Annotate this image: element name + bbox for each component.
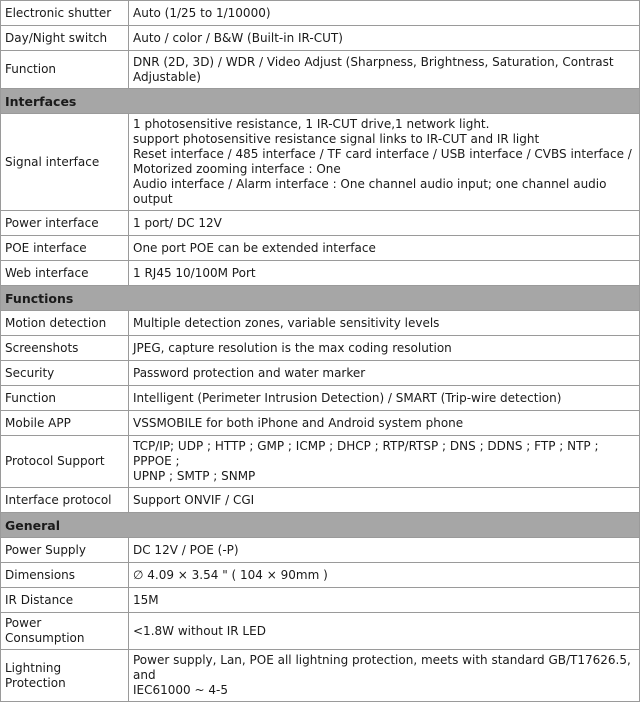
spec-value: Support ONVIF / CGI [129,488,640,513]
spec-label: Screenshots [1,336,129,361]
spec-label: Dimensions [1,563,129,588]
spec-label: Signal interface [1,114,129,211]
spec-value: DNR (2D, 3D) / WDR / Video Adjust (Sharpness, Brightness, Saturation, Contrast Adjustable) [129,51,640,89]
section-header-row [1,89,640,114]
spec-value: Multiple detection zones, variable sensitivity levels [129,311,640,336]
spec-value: 15M [129,588,640,613]
spec-row [1,538,640,563]
spec-row [1,613,640,650]
spec-row [1,563,640,588]
spec-row [1,26,640,51]
spec-value: ∅ 4.09 × 3.54 " ( 104 × 90mm ) [129,563,640,588]
spec-label: Power interface [1,211,129,236]
spec-row [1,411,640,436]
spec-value: DC 12V / POE (-P) [129,538,640,563]
spec-row [1,51,640,89]
spec-row [1,236,640,261]
spec-label: Function [1,386,129,411]
section-title: Functions [1,286,640,311]
spec-label: Power Consumption [1,613,129,650]
spec-label: Power Supply [1,538,129,563]
spec-value: Power supply, Lan, POE all lightning protection, meets with standard GB/T17626.5, and IEC61000 ~ 4-5 [129,650,640,702]
spec-label: Protocol Support [1,436,129,488]
spec-row [1,311,640,336]
spec-label: POE interface [1,236,129,261]
spec-value: Auto (1/25 to 1/10000) [129,1,640,26]
spec-value: 1 photosensitive resistance, 1 IR-CUT drive,1 network light. support photosensitive resistance signal links to IR-CUT and IR light Reset interface / 485 interface / TF card interface / USB interface / CVBS interface / Motorized zooming interface : One Audio interface / Alarm interface : One channel audio input; one channel audio output [129,114,640,211]
spec-label: Day/Night switch [1,26,129,51]
spec-label: Mobile APP [1,411,129,436]
spec-value: Password protection and water marker [129,361,640,386]
spec-label: Interface protocol [1,488,129,513]
spec-value: 1 port/ DC 12V [129,211,640,236]
section-title: General [1,513,640,538]
spec-value: Intelligent (Perimeter Intrusion Detection) / SMART (Trip-wire detection) [129,386,640,411]
spec-row [1,650,640,702]
spec-label: Web interface [1,261,129,286]
spec-label: Motion detection [1,311,129,336]
spec-row [1,386,640,411]
spec-label: Function [1,51,129,89]
spec-value: Auto / color / B&W (Built-in IR-CUT) [129,26,640,51]
spec-label: Electronic shutter [1,1,129,26]
spec-row [1,361,640,386]
spec-row [1,1,640,26]
spec-value: 1 RJ45 10/100M Port [129,261,640,286]
section-header-row [1,513,640,538]
spec-value: TCP/IP; UDP ; HTTP ; GMP ; ICMP ; DHCP ; RTP/RTSP ; DNS ; DDNS ; FTP ; NTP ; PPPOE ; UPNP ; SMTP ; SNMP [129,436,640,488]
section-header-row [1,286,640,311]
spec-row [1,211,640,236]
spec-row [1,336,640,361]
spec-value: <1.8W without IR LED [129,613,640,650]
spec-table-body [1,1,640,702]
spec-label: Lightning Protection [1,650,129,702]
spec-row [1,436,640,488]
spec-label: Security [1,361,129,386]
spec-label: IR Distance [1,588,129,613]
spec-row [1,488,640,513]
spec-value: JPEG, capture resolution is the max coding resolution [129,336,640,361]
section-title: Interfaces [1,89,640,114]
spec-row [1,261,640,286]
spec-value: VSSMOBILE for both iPhone and Android system phone [129,411,640,436]
spec-row [1,114,640,211]
spec-row [1,588,640,613]
spec-value: One port POE can be extended interface [129,236,640,261]
